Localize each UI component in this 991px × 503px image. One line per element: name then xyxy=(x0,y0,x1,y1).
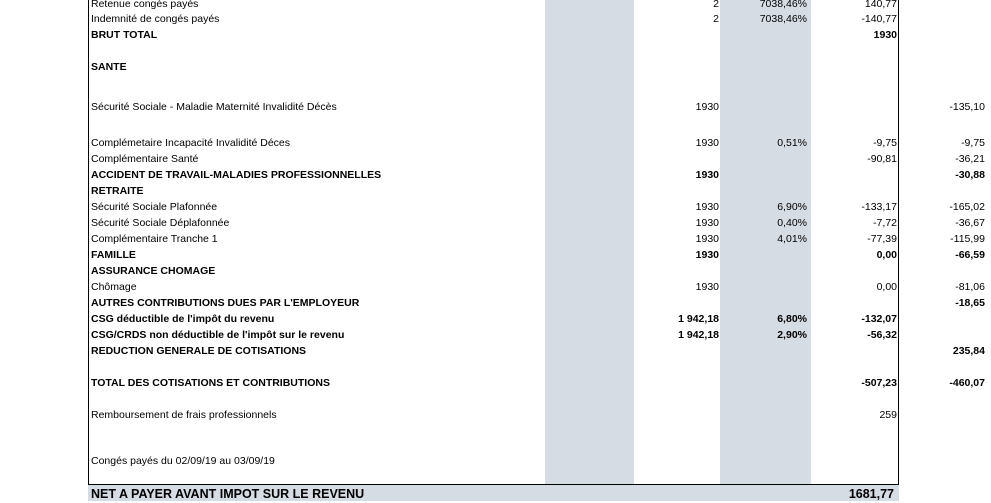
row-label: BRUT TOTAL xyxy=(91,29,158,41)
row-employer-amount: -66,59 xyxy=(955,249,985,261)
payslip-row xyxy=(89,167,985,183)
row-employer-amount: -9,75 xyxy=(961,137,985,149)
row-employer-amount xyxy=(819,311,985,327)
row-label: Complémentaire Santé xyxy=(91,153,199,165)
row-employee-amount: -133,17 xyxy=(861,201,897,213)
row-employer-amount xyxy=(819,59,985,75)
row-employer-amount: -30,88 xyxy=(955,169,985,181)
row-label: CSG déductible de l'impôt du revenu xyxy=(91,313,275,325)
row-label: Complémentaire Tranche 1 xyxy=(91,233,218,245)
row-label: ASSURANCE CHOMAGE xyxy=(91,265,216,277)
payslip-row xyxy=(89,231,985,247)
row-employee-amount: -77,39 xyxy=(867,233,897,245)
row-base: 1 942,18 xyxy=(678,329,719,341)
payslip-row xyxy=(89,263,898,279)
row-label: Sécurité Sociale Déplafonnée xyxy=(91,217,230,229)
row-employer-amount xyxy=(819,183,985,199)
row-label: Retenue congés payés xyxy=(91,0,199,10)
payslip-row xyxy=(89,375,985,391)
row-employee-amount: -7,72 xyxy=(873,217,897,229)
row-employer-amount: -135,10 xyxy=(949,101,985,113)
row-rate: 0,51% xyxy=(777,137,807,149)
payslip-row xyxy=(89,151,985,167)
row-employer-amount: -18,65 xyxy=(955,297,985,309)
payslip-row xyxy=(89,279,985,295)
payslip-row xyxy=(89,11,898,27)
payslip-row xyxy=(89,407,898,423)
row-rate: 2,90% xyxy=(777,329,807,341)
payslip-row xyxy=(89,247,985,263)
row-rate: 7038,46% xyxy=(759,13,807,25)
row-employer-amount: -115,99 xyxy=(950,233,985,245)
net-payable-value: 1681,77 xyxy=(848,487,894,501)
row-label: CSG/CRDS non déductible de l'impôt sur le revenu xyxy=(91,329,345,341)
row-label: AUTRES CONTRIBUTIONS DUES PAR L'EMPLOYEUR xyxy=(91,297,360,309)
row-employee-amount: 1930 xyxy=(873,29,897,41)
row-base: 1930 xyxy=(695,249,719,261)
row-label: Indemnité de congés payés xyxy=(91,13,220,25)
row-employee-amount: 0,00 xyxy=(876,281,897,293)
row-label: ACCIDENT DE TRAVAIL-MALADIES PROFESSIONNELLES xyxy=(91,169,382,181)
row-label: REDUCTION GENERALE DE COTISATIONS xyxy=(91,345,307,357)
net-payable-row xyxy=(88,484,899,501)
payslip-row xyxy=(89,183,898,199)
payslip-row xyxy=(89,215,985,231)
row-employee-amount: -132,07 xyxy=(861,313,897,325)
row-rate: 7038,46% xyxy=(759,0,807,10)
row-label: Congés payés du 02/09/19 au 03/09/19 xyxy=(91,455,275,467)
row-rate: 6,90% xyxy=(777,201,807,213)
row-label: Sécurité Sociale - Maladie Maternité Invalidité Décès xyxy=(91,101,337,113)
payslip-row xyxy=(89,99,985,115)
payslip-row xyxy=(89,295,985,311)
row-label: Chômage xyxy=(91,281,137,293)
payslip-row xyxy=(89,135,985,151)
row-base: 1930 xyxy=(695,281,719,293)
row-employee-amount: 0,00 xyxy=(876,249,897,261)
row-rate: 6,80% xyxy=(777,313,807,325)
row-rate: 4,01% xyxy=(777,233,807,245)
row-employer-amount: -165,02 xyxy=(949,201,985,213)
row-rate: 0,40% xyxy=(777,217,807,229)
row-base: 2 xyxy=(713,13,719,25)
row-base: 1930 xyxy=(695,217,719,229)
row-employee-amount: -9,75 xyxy=(873,137,897,149)
row-employer-amount xyxy=(819,27,985,43)
row-employer-amount: -460,07 xyxy=(949,377,985,389)
payslip-row xyxy=(89,199,985,215)
row-label: RETRAITE xyxy=(91,185,144,197)
row-employer-amount xyxy=(819,263,985,279)
row-employee-amount: -90,81 xyxy=(867,153,897,165)
row-employer-amount xyxy=(819,11,985,27)
row-base: 1 942,18 xyxy=(678,313,719,325)
net-payable-label: NET A PAYER AVANT IMPOT SUR LE REVENU xyxy=(91,487,365,501)
row-base: 1930 xyxy=(695,101,719,113)
payslip-row xyxy=(89,59,898,75)
row-label: Remboursement de frais professionnels xyxy=(91,409,277,421)
payslip-row xyxy=(89,343,985,359)
row-employee-amount: 259 xyxy=(879,409,897,421)
row-base: 2 xyxy=(713,0,719,10)
row-employer-amount: -36,67 xyxy=(955,217,985,229)
row-label: FAMILLE xyxy=(91,249,136,261)
row-employee-amount: 140,77 xyxy=(864,0,897,10)
row-base: 1930 xyxy=(695,233,719,245)
payslip-row xyxy=(89,453,898,469)
row-label: TOTAL DES COTISATIONS ET CONTRIBUTIONS xyxy=(91,377,330,389)
row-base: 1930 xyxy=(695,169,719,181)
row-label: Complémetaire Incapacité Invalidité Déces xyxy=(91,137,291,149)
row-label: SANTE xyxy=(91,61,127,73)
row-base: 1930 xyxy=(695,201,719,213)
row-label: Sécurité Sociale Plafonnée xyxy=(91,201,218,213)
payslip-row xyxy=(89,27,898,43)
row-employer-amount xyxy=(819,453,985,469)
row-employee-amount: -56,32 xyxy=(867,329,897,341)
row-employee-amount: -140,77 xyxy=(861,13,897,25)
row-base: 1930 xyxy=(695,137,719,149)
row-employer-amount: -36,21 xyxy=(955,153,985,165)
row-employer-amount: -81,06 xyxy=(955,281,985,293)
payslip-row xyxy=(89,327,898,343)
row-employer-amount xyxy=(819,327,985,343)
row-employer-amount: 235,84 xyxy=(952,345,985,357)
row-employee-amount: -507,23 xyxy=(861,377,897,389)
row-employer-amount xyxy=(819,407,985,423)
payslip-row xyxy=(89,311,898,327)
